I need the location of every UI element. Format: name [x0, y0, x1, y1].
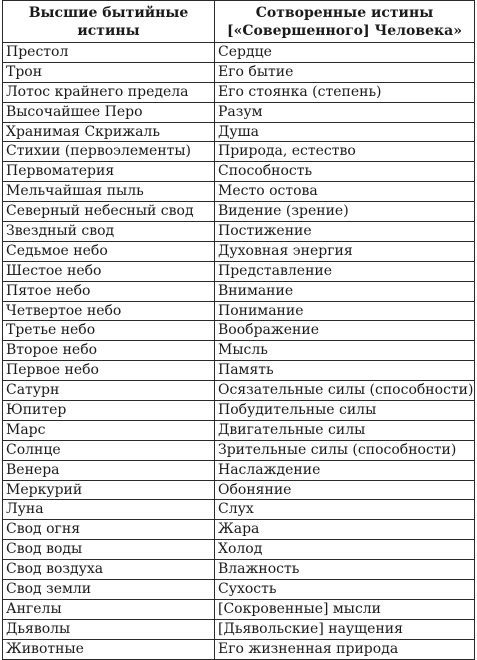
created-truth-cell: Обоняние [215, 480, 475, 500]
higher-truth-cell: Меркурий [3, 480, 215, 500]
created-truth-cell: Представление [215, 261, 475, 281]
created-truth-cell: Видение (зрение) [215, 202, 475, 222]
table-row [3, 241, 475, 261]
higher-truth-cell: Трон [3, 62, 215, 82]
table-row [3, 62, 475, 82]
table-row [3, 381, 475, 401]
higher-truth-cell: Юпитер [3, 401, 215, 421]
created-truth-cell: Духовная энергия [215, 241, 475, 261]
created-truth-cell: Постижение [215, 222, 475, 242]
higher-truth-cell: Звездный свод [3, 222, 215, 242]
higher-truth-cell: Четвертое небо [3, 301, 215, 321]
higher-truth-cell: Сатурн [3, 381, 215, 401]
higher-truth-cell: Венера [3, 460, 215, 480]
table-row [3, 580, 475, 600]
higher-truth-cell: Первое небо [3, 361, 215, 381]
higher-truth-cell: Свод земли [3, 580, 215, 600]
higher-truth-cell: Первоматерия [3, 162, 215, 182]
table-row [3, 500, 475, 520]
higher-truth-cell: Второе небо [3, 341, 215, 361]
created-truth-cell: Воображение [215, 321, 475, 341]
table-row [3, 361, 475, 381]
correspondence-table [2, 0, 475, 660]
higher-truth-cell: Марс [3, 420, 215, 440]
table-row [3, 162, 475, 182]
created-truth-cell: Слух [215, 500, 475, 520]
created-truth-cell: Двигательные силы [215, 420, 475, 440]
higher-truth-cell: Солнце [3, 440, 215, 460]
table-row [3, 122, 475, 142]
created-truth-cell: Влажность [215, 560, 475, 580]
created-truth-cell: Осязательные силы (способности) [215, 381, 475, 401]
higher-truth-cell: Свод воды [3, 540, 215, 560]
created-truth-cell: Его стоянка (степень) [215, 82, 475, 102]
table-row [3, 82, 475, 102]
table-row [3, 440, 475, 460]
table-row [3, 480, 475, 500]
table-row [3, 43, 475, 63]
table-row [3, 202, 475, 222]
table-row [3, 540, 475, 560]
table-row [3, 182, 475, 202]
created-truth-cell: Наслаждение [215, 460, 475, 480]
column-header-created-truths: Сотворенные истины [«Совершенного] Человека» [215, 1, 475, 43]
created-truth-cell: Способность [215, 162, 475, 182]
table-row [3, 102, 475, 122]
created-truth-cell: [Дьявольские] наущения [215, 619, 475, 639]
created-truth-cell: [Сокровенные] мысли [215, 599, 475, 619]
table-row [3, 639, 475, 659]
created-truth-cell: Внимание [215, 281, 475, 301]
created-truth-cell: Сухость [215, 580, 475, 600]
higher-truth-cell: Свод огня [3, 520, 215, 540]
created-truth-cell: Побудительные силы [215, 401, 475, 421]
created-truth-cell: Его жизненная природа [215, 639, 475, 659]
table-row [3, 261, 475, 281]
higher-truth-cell: Мельчайшая пыль [3, 182, 215, 202]
higher-truth-cell: Свод воздуха [3, 560, 215, 580]
table-row [3, 599, 475, 619]
created-truth-cell: Зрительные силы (способности) [215, 440, 475, 460]
table-row [3, 520, 475, 540]
higher-truth-cell: Стихии (первоэлементы) [3, 142, 215, 162]
higher-truth-cell: Луна [3, 500, 215, 520]
higher-truth-cell: Дьяволы [3, 619, 215, 639]
higher-truth-cell: Престол [3, 43, 215, 63]
created-truth-cell: Память [215, 361, 475, 381]
table-header-row [3, 1, 475, 43]
table-row [3, 321, 475, 341]
higher-truth-cell: Пятое небо [3, 281, 215, 301]
higher-truth-cell: Северный небесный свод [3, 202, 215, 222]
created-truth-cell: Разум [215, 102, 475, 122]
table-row [3, 401, 475, 421]
column-header-higher-truths: Высшие бытийные истины [3, 1, 215, 43]
table-row [3, 301, 475, 321]
created-truth-cell: Понимание [215, 301, 475, 321]
higher-truth-cell: Шестое небо [3, 261, 215, 281]
table-row [3, 560, 475, 580]
higher-truth-cell: Лотос крайнего предела [3, 82, 215, 102]
table-body [3, 43, 475, 660]
table-row [3, 341, 475, 361]
created-truth-cell: Сердце [215, 43, 475, 63]
created-truth-cell: Жара [215, 520, 475, 540]
created-truth-cell: Мысль [215, 341, 475, 361]
higher-truth-cell: Хранимая Скрижаль [3, 122, 215, 142]
higher-truth-cell: Высочайшее Перо [3, 102, 215, 122]
table-row [3, 460, 475, 480]
created-truth-cell: Его бытие [215, 62, 475, 82]
created-truth-cell: Природа, естество [215, 142, 475, 162]
table-row [3, 142, 475, 162]
created-truth-cell: Душа [215, 122, 475, 142]
higher-truth-cell: Седьмое небо [3, 241, 215, 261]
table-row [3, 222, 475, 242]
higher-truth-cell: Животные [3, 639, 215, 659]
created-truth-cell: Холод [215, 540, 475, 560]
created-truth-cell: Место остова [215, 182, 475, 202]
table-row [3, 281, 475, 301]
higher-truth-cell: Третье небо [3, 321, 215, 341]
higher-truth-cell: Ангелы [3, 599, 215, 619]
table-row [3, 619, 475, 639]
table-row [3, 420, 475, 440]
